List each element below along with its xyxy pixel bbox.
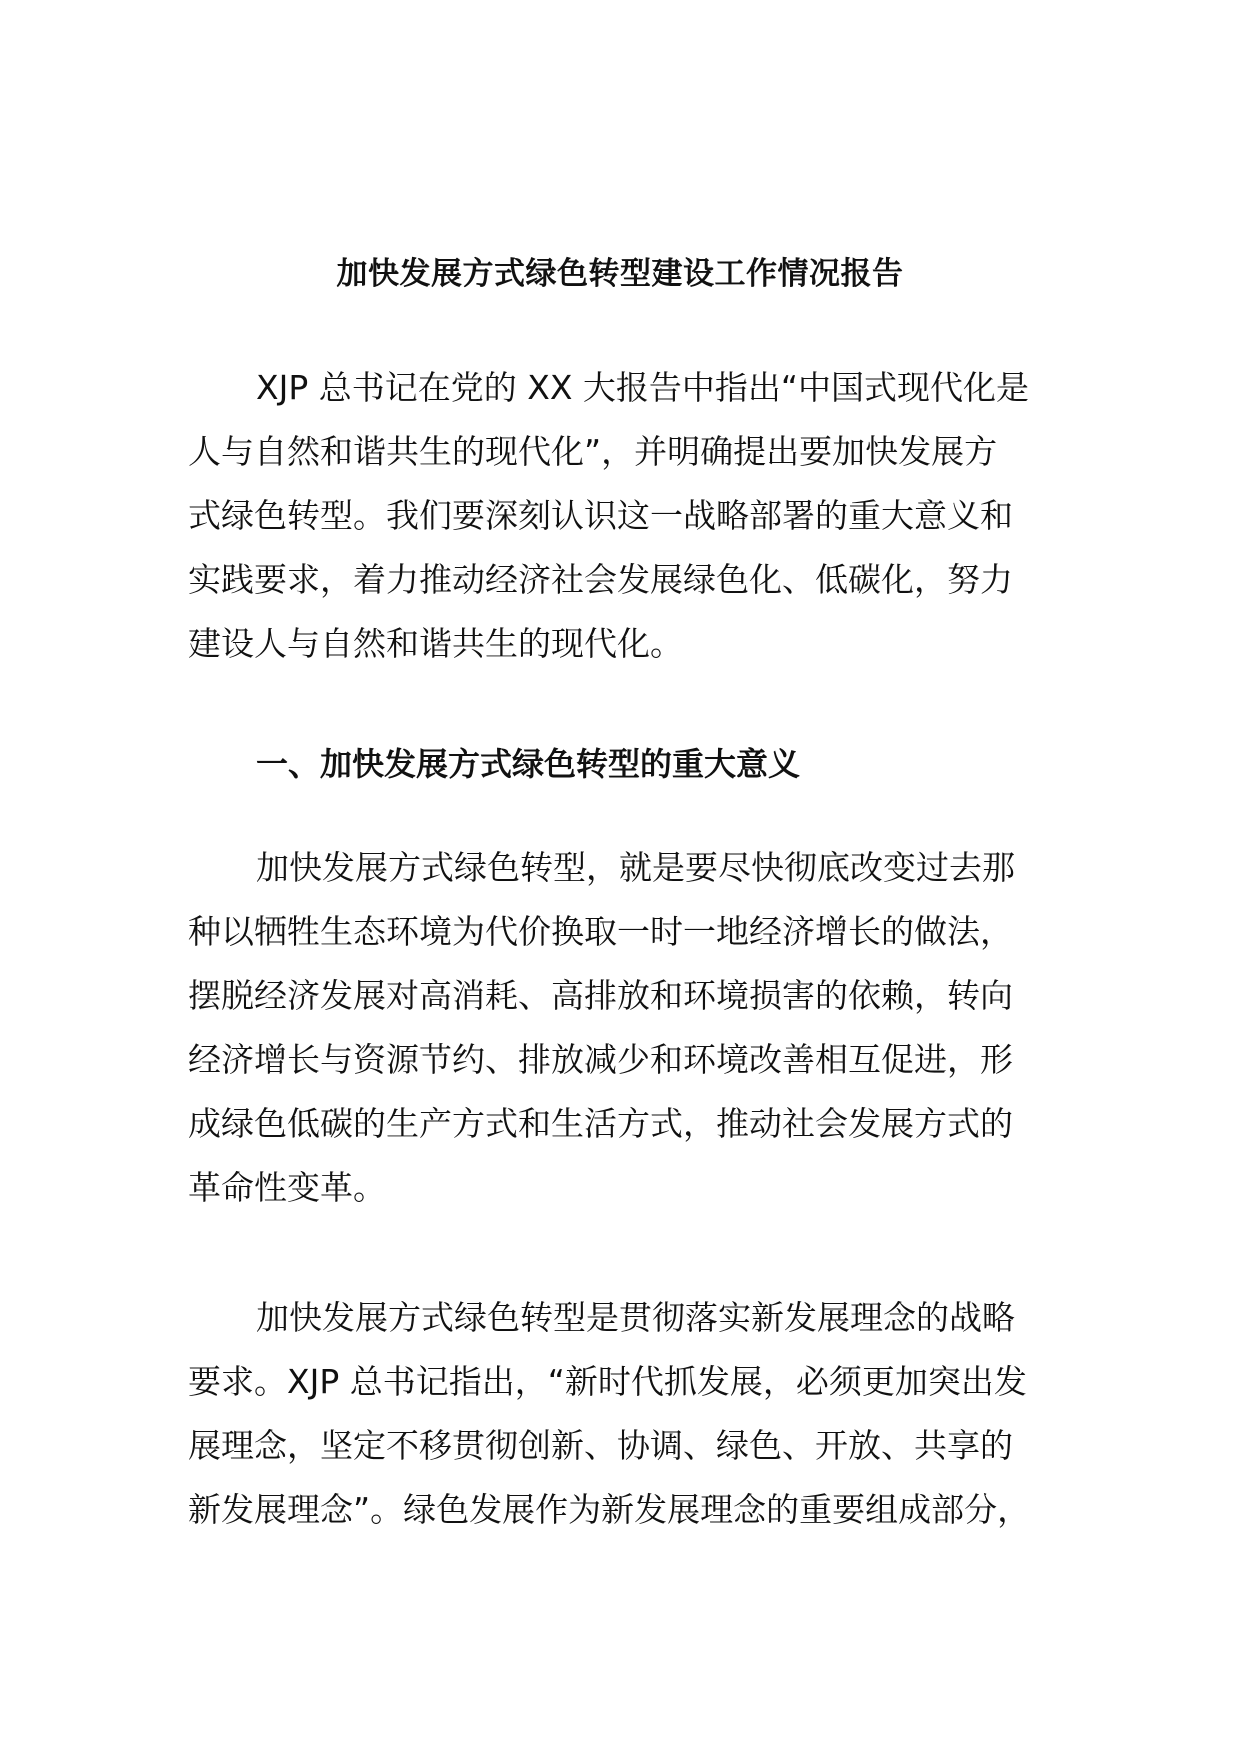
paragraph-line: 人与自然和谐共生的现代化”，并明确提出要加快发展方 [188,432,998,471]
document-title: 加快发展方式绿色转型建设工作情况报告 [336,256,904,292]
paragraph-line: 成绿色低碳的生产方式和生活方式，推动社会发展方式的 [188,1104,1013,1143]
paragraph-line: 摆脱经济发展对高消耗、高排放和环境损害的依赖，转向 [188,976,1013,1015]
paragraph-line: XJP 总书记在党的 XX 大报告中指出“中国式现代化是 [256,368,1030,407]
paragraph-line: 加快发展方式绿色转型，就是要尽快彻底改变过去那 [256,848,1015,887]
body-paragraph [188,836,1068,1220]
paragraph-line: 加快发展方式绿色转型是贯彻落实新发展理念的战略 [256,1298,1015,1337]
paragraph-line: 展理念，坚定不移贯彻创新、协调、绿色、开放、共享的 [188,1426,1013,1465]
paragraph-line: 建设人与自然和谐共生的现代化。 [188,624,683,663]
paragraph-line: 种以牺牲生态环境为代价换取一时一地经济增长的做法， [188,912,1013,951]
intro-paragraph [188,356,1068,676]
paragraph-line: 革命性变革。 [188,1168,386,1207]
paragraph-line: 经济增长与资源节约、排放减少和环境改善相互促进，形 [188,1040,1013,1079]
paragraph-line: 式绿色转型。我们要深刻认识这一战略部署的重大意义和 [188,496,1013,535]
section-heading: 一、加快发展方式绿色转型的重大意义 [256,745,801,783]
paragraph-line: 新发展理念”。绿色发展作为新发展理念的重要组成部分， [188,1490,1031,1529]
paragraph-line: 要求。XJP 总书记指出，“新时代抓发展，必须更加突出发 [188,1362,1027,1401]
paragraph-line: 实践要求，着力推动经济社会发展绿色化、低碳化，努力 [188,560,1013,599]
body-paragraph [188,1286,1068,1542]
